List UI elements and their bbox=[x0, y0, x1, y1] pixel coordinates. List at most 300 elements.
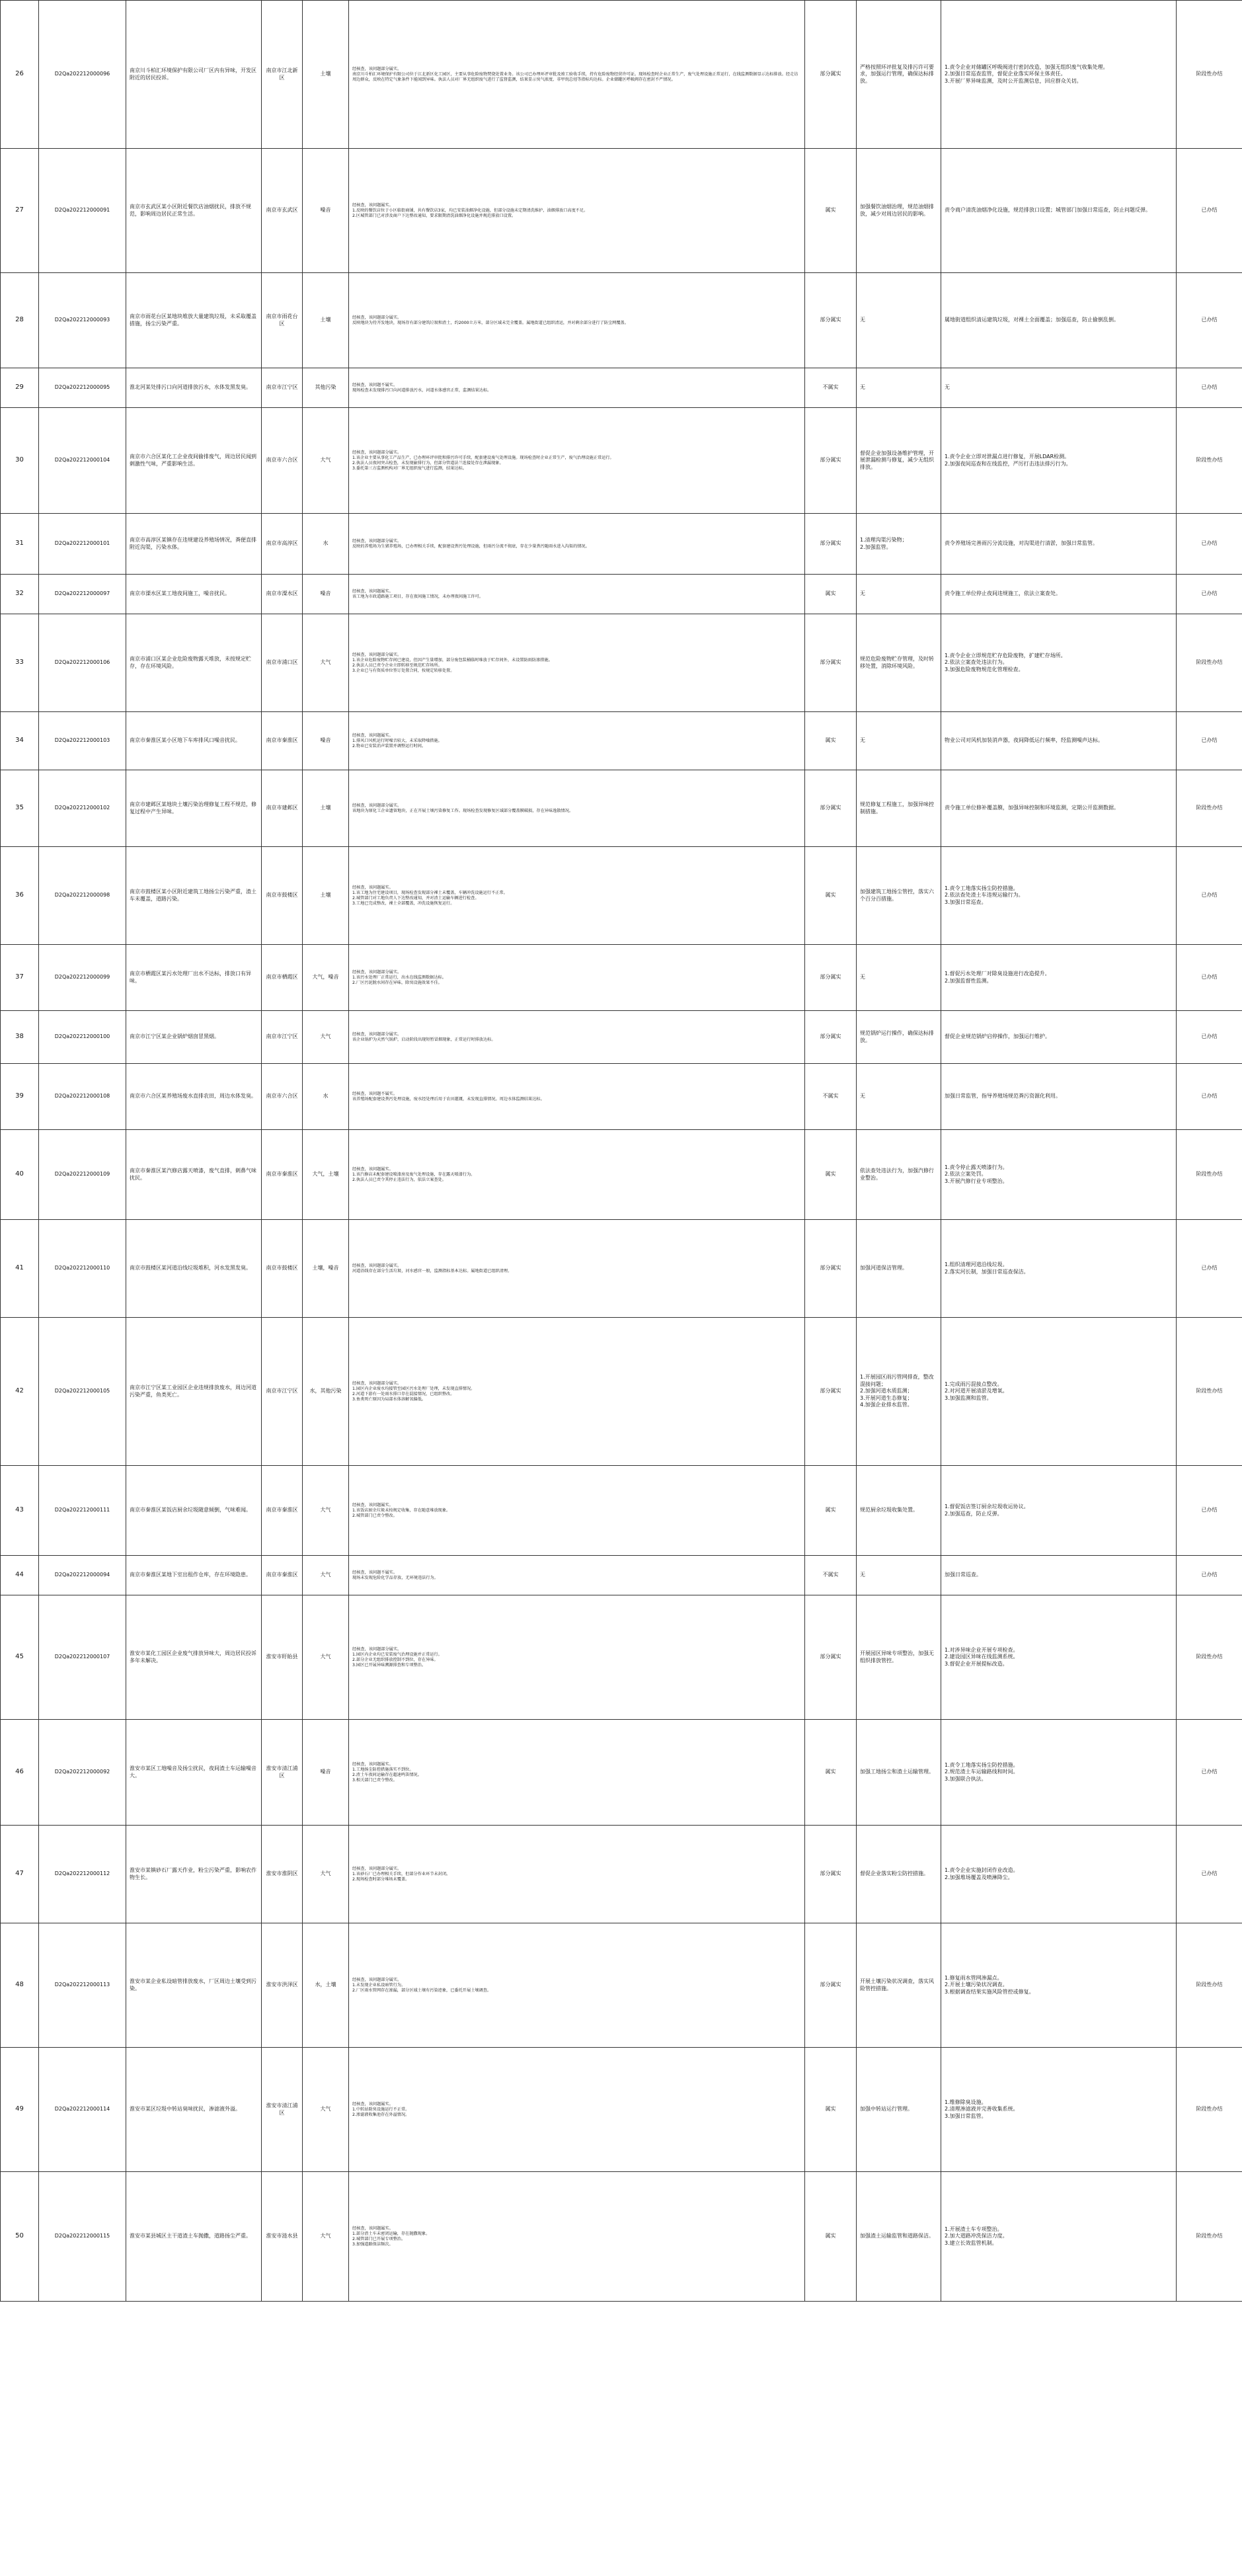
status-label bbox=[1177, 1064, 1242, 1130]
complaint-text bbox=[126, 1064, 262, 1130]
investigation-finding-value: 经核查，该问题不属实。 该养殖场配套建设粪污处理设施，废水经处理后用于农田灌溉，未发现直排情况。周边水体监测结果达标。 bbox=[352, 1091, 545, 1102]
status-label-value: 已办结 bbox=[1201, 1507, 1218, 1513]
verdict-label-value: 部分属实 bbox=[820, 659, 841, 666]
table-row bbox=[1, 847, 1242, 945]
verdict-label bbox=[805, 575, 857, 614]
status-label bbox=[1177, 614, 1242, 712]
complaint-text bbox=[126, 1, 262, 149]
complaint-text-value: 南京市江宁区某工业园区企业违规排放废水，周边河道污染严重，鱼类死亡。 bbox=[130, 1385, 256, 1398]
measures-text bbox=[857, 2048, 941, 2172]
table-row bbox=[1, 614, 1242, 712]
process-text-value: 督促企业规范锅炉启停操作，加强运行维护。 bbox=[945, 1033, 1050, 1040]
seq-number bbox=[1, 2172, 39, 2302]
investigation-finding bbox=[349, 1130, 805, 1220]
table-row bbox=[1, 2172, 1242, 2302]
status-label bbox=[1177, 1556, 1242, 1595]
measures-text-value: 规范修复工程施工，加强异味控制措施。 bbox=[860, 801, 934, 815]
complaint-text-value: 南京市六合区某化工企业夜间偷排废气，周边居民闻到刺激性气味，严重影响生活。 bbox=[130, 454, 256, 467]
verdict-label bbox=[805, 2048, 857, 2172]
measures-text-value: 无 bbox=[860, 590, 865, 597]
case-code-value: D2Qa202212000103 bbox=[54, 737, 110, 744]
seq-number bbox=[1, 1064, 39, 1130]
seq-number bbox=[1, 408, 39, 514]
table-row bbox=[1, 273, 1242, 368]
investigation-finding-value: 经核查，该问题部分属实。 反映地块为待开发地块，现场存有部分建筑垃圾和渣土，约2000立方米，部分区域未完全覆盖。属地街道已组织清运，并对剩余部分进行了防尘网覆盖。 bbox=[352, 315, 629, 325]
investigation-finding-value: 经核查，该问题部分属实。 河道沿线存在部分生活垃圾，河水感官一般，监测指标基本达标。属地街道已组织清理。 bbox=[352, 1263, 512, 1273]
table-row bbox=[1, 945, 1242, 1011]
measures-text bbox=[857, 945, 941, 1011]
measures-text-value: 规范危险废物贮存管理，及时转移处置，消除环境风险。 bbox=[860, 656, 934, 669]
seq-number bbox=[1, 149, 39, 273]
seq-number bbox=[1, 514, 39, 575]
complaint-text bbox=[126, 1923, 262, 2048]
case-code bbox=[39, 408, 126, 514]
region-name-value: 南京市鼓楼区 bbox=[266, 1265, 298, 1271]
pollution-type bbox=[303, 1826, 349, 1923]
case-code-value: D2Qa202212000110 bbox=[54, 1265, 110, 1271]
verdict-label-value: 属实 bbox=[825, 590, 836, 597]
process-text bbox=[941, 273, 1177, 368]
region-name-value: 南京市鼓楼区 bbox=[266, 892, 298, 899]
investigation-finding-value: 经核查，该问题部分属实。 反映的养殖场为生猪养殖场，已办理相关手续，配套建设粪污处理设施，但雨污分流不彻底，存在少量粪污随雨水进入沟渠的情况。 bbox=[352, 538, 590, 549]
seq-number bbox=[1, 1595, 39, 1720]
seq-number bbox=[1, 1, 39, 149]
status-label-value: 已办结 bbox=[1201, 974, 1218, 981]
table-row bbox=[1, 2048, 1242, 2172]
process-text-value: 1.责令企业立即规范贮存危险废物，扩建贮存场所。 2.依法立案查处违法行为。 3.加强危险废物规范化管理检查。 bbox=[945, 652, 1066, 672]
verdict-label bbox=[805, 712, 857, 770]
region-name bbox=[262, 575, 303, 614]
process-text-value: 1.修复雨水管网渗漏点。 2.开展土壤污染状况调查。 3.根据调查结果实施风险管控或修复。 bbox=[945, 1974, 1034, 1995]
case-code bbox=[39, 1556, 126, 1595]
process-text bbox=[941, 1220, 1177, 1318]
process-text-value: 责令施工单位停止夜间违规施工，依法立案查处。 bbox=[945, 590, 1061, 597]
process-text-value: 属地街道组织清运建筑垃圾，对裸土全面覆盖；加强巡查，防止偷倒乱倒。 bbox=[945, 317, 1119, 323]
seq-number-value: 42 bbox=[15, 1387, 24, 1395]
seq-number-value: 28 bbox=[15, 316, 24, 324]
verdict-label bbox=[805, 1011, 857, 1064]
investigation-finding-value: 经核查，该问题属实。 1.排风口风机运行时噪音较大，未采取降噪措施。 2.物业已安装消声装置并调整运行时间。 bbox=[352, 733, 442, 748]
region-name bbox=[262, 1556, 303, 1595]
process-text bbox=[941, 575, 1177, 614]
status-label-value: 已办结 bbox=[1201, 1033, 1218, 1040]
case-code bbox=[39, 1595, 126, 1720]
table-row bbox=[1, 1318, 1242, 1466]
case-code bbox=[39, 1130, 126, 1220]
complaint-text-value: 南京市秦淮区某小区地下车库排风口噪音扰民。 bbox=[130, 737, 241, 744]
status-label bbox=[1177, 847, 1242, 945]
investigation-finding bbox=[349, 408, 805, 514]
complaint-text bbox=[126, 1466, 262, 1556]
region-name-value: 南京市玄武区 bbox=[266, 207, 298, 214]
region-name-value: 南京市江宁区 bbox=[266, 1033, 298, 1040]
pollution-type-value: 噪音 bbox=[320, 1769, 331, 1775]
pollution-type-value: 大气 bbox=[320, 1572, 331, 1578]
case-code-value: D2Qa202212000100 bbox=[54, 1033, 110, 1040]
region-name-value: 南京市高淳区 bbox=[266, 540, 298, 547]
pollution-type bbox=[303, 368, 349, 408]
process-text bbox=[941, 1011, 1177, 1064]
complaint-text-value: 南京市栖霞区某污水处理厂出水不达标，排放口有异味。 bbox=[130, 971, 251, 984]
seq-number bbox=[1, 712, 39, 770]
case-code bbox=[39, 1826, 126, 1923]
investigation-finding bbox=[349, 1318, 805, 1466]
verdict-label bbox=[805, 1595, 857, 1720]
status-label bbox=[1177, 1318, 1242, 1466]
status-label bbox=[1177, 575, 1242, 614]
verdict-label bbox=[805, 368, 857, 408]
status-label-value: 已办结 bbox=[1201, 384, 1218, 391]
case-code bbox=[39, 1318, 126, 1466]
seq-number-value: 33 bbox=[15, 659, 24, 666]
process-text-value: 1.督促污水处理厂对除臭设施进行改造提升。 2.加强监督性监测。 bbox=[945, 971, 1050, 984]
investigation-finding bbox=[349, 712, 805, 770]
pollution-type-value: 其他污染 bbox=[315, 384, 336, 391]
investigation-finding bbox=[349, 273, 805, 368]
verdict-label-value: 部分属实 bbox=[820, 1654, 841, 1660]
case-code bbox=[39, 1720, 126, 1826]
case-code-value: D2Qa202212000106 bbox=[54, 659, 110, 666]
case-code-value: D2Qa202212000113 bbox=[54, 1982, 110, 1988]
measures-text-value: 无 bbox=[860, 1093, 865, 1100]
seq-number-value: 37 bbox=[15, 973, 24, 981]
seq-number-value: 34 bbox=[15, 737, 24, 745]
region-name bbox=[262, 1466, 303, 1556]
verdict-label-value: 部分属实 bbox=[820, 1388, 841, 1394]
process-text-value: 1.责令工地落实扬尘防控措施。 2.依法查处渣土车违规运输行为。 3.加强日常巡查。 bbox=[945, 885, 1024, 905]
seq-number bbox=[1, 847, 39, 945]
status-label bbox=[1177, 1923, 1242, 2048]
complaint-text-value: 淮安市某企业私设暗管排放废水，厂区周边土壤受到污染。 bbox=[130, 1978, 256, 1992]
verdict-label-value: 部分属实 bbox=[820, 1265, 841, 1271]
process-text-value: 1.责令企业实施封闭作业改造。 2.加强堆场覆盖及喷淋降尘。 bbox=[945, 1867, 1019, 1880]
process-text bbox=[941, 1, 1177, 149]
table-row bbox=[1, 770, 1242, 847]
seq-number bbox=[1, 1556, 39, 1595]
investigation-finding bbox=[349, 149, 805, 273]
process-text bbox=[941, 614, 1177, 712]
case-code bbox=[39, 1, 126, 149]
verdict-label-value: 属实 bbox=[825, 1507, 836, 1513]
complaint-text-value: 南京市建邺区某地块土壤污染治理修复工程不规范，修复过程中产生异味。 bbox=[130, 801, 256, 815]
region-name bbox=[262, 1318, 303, 1466]
complaint-text bbox=[126, 614, 262, 712]
status-label bbox=[1177, 1, 1242, 149]
table-row bbox=[1, 1826, 1242, 1923]
measures-text-value: 开展土壤污染状况调查，落实风险管控措施。 bbox=[860, 1978, 934, 1992]
process-text-value: 加强日常监管，指导养殖场规范粪污资源化利用。 bbox=[945, 1093, 1061, 1100]
table-row bbox=[1, 1130, 1242, 1220]
pollution-type bbox=[303, 2172, 349, 2302]
seq-number bbox=[1, 1220, 39, 1318]
measures-text bbox=[857, 614, 941, 712]
status-label-value: 阶段性办结 bbox=[1196, 1654, 1223, 1660]
status-label-value: 已办结 bbox=[1201, 1093, 1218, 1100]
status-label bbox=[1177, 1220, 1242, 1318]
process-text-value: 1.责令停止露天喷漆行为。 2.依法立案处罚。 3.开展汽修行业专项整治。 bbox=[945, 1164, 1008, 1184]
region-name bbox=[262, 368, 303, 408]
complaint-text-value: 南京市浦口区某企业危险废物露天堆放，未按规定贮存，存在环境风险。 bbox=[130, 656, 251, 669]
investigation-finding-value: 经核查，该问题部分属实。 该企业锅炉为天然气锅炉，启动阶段出现短暂冒烟现象，正常运行时排放达标。 bbox=[352, 1031, 496, 1042]
region-name bbox=[262, 1064, 303, 1130]
region-name bbox=[262, 770, 303, 847]
measures-text bbox=[857, 1720, 941, 1826]
region-name bbox=[262, 614, 303, 712]
process-text bbox=[941, 1720, 1177, 1826]
region-name-value: 南京市浦口区 bbox=[266, 659, 298, 666]
pollution-type-value: 大气 bbox=[320, 1033, 331, 1040]
verdict-label bbox=[805, 614, 857, 712]
measures-text-value: 加强中转站运行管理。 bbox=[860, 2106, 913, 2113]
complaint-text-value: 南京市玄武区某小区附近餐饮店油烟扰民，排放不规范，影响周边居民正常生活。 bbox=[130, 204, 251, 217]
process-text-value: 1.对涉异味企业开展专项检查。 2.建设园区异味在线监测系统。 3.督促企业开展提标改造。 bbox=[945, 1646, 1019, 1667]
verdict-label bbox=[805, 1923, 857, 2048]
verdict-label bbox=[805, 1318, 857, 1466]
seq-number bbox=[1, 2048, 39, 2172]
measures-text-value: 依法查处违法行为，加强汽修行业整治。 bbox=[860, 1168, 934, 1181]
verdict-label-value: 部分属实 bbox=[820, 974, 841, 981]
investigation-finding-value: 经核查，该问题部分属实。 南京川斗柏汇环境保护有限公司位于江北新区化工园区，主要从事危险废物焚烧处置业务。该公司已办理环评审批及竣工验收手续，持有危险废物经营许可证。现场检查时企业正常生产，废气处理设施正常运行，在线监测数据显示达标排放。经走访周边群众，反映在特定气象条件下能闻到异味。执法人员对厂界无组织废气进行了监督监测，结果显示臭气浓度、非甲烷总烃等指标均达标。企业储罐区呼吸阀存在密封不严情况。 bbox=[352, 66, 798, 82]
status-label-value: 阶段性办结 bbox=[1196, 2233, 1223, 2239]
region-name-value: 南京市秦淮区 bbox=[266, 1171, 298, 1178]
case-code-value: D2Qa202212000101 bbox=[54, 540, 110, 547]
process-text bbox=[941, 2172, 1177, 2302]
complaint-text-value: 淮安市某化工园区企业废气排放异味大，周边居民投诉多年未解决。 bbox=[130, 1650, 256, 1664]
investigation-finding bbox=[349, 1, 805, 149]
case-code-value: D2Qa202212000091 bbox=[54, 207, 110, 214]
status-label bbox=[1177, 273, 1242, 368]
process-text bbox=[941, 1466, 1177, 1556]
process-text-value: 加强日常巡查。 bbox=[945, 1572, 982, 1578]
process-text bbox=[941, 770, 1177, 847]
measures-text-value: 规范厨余垃圾收集处置。 bbox=[860, 1507, 918, 1513]
case-code-value: D2Qa202212000107 bbox=[54, 1654, 110, 1660]
pollution-type-value: 大气 bbox=[320, 457, 331, 463]
verdict-label bbox=[805, 1064, 857, 1130]
complaint-text bbox=[126, 2172, 262, 2302]
measures-text bbox=[857, 1595, 941, 1720]
status-label bbox=[1177, 1826, 1242, 1923]
verdict-label bbox=[805, 847, 857, 945]
measures-text bbox=[857, 847, 941, 945]
process-text-value: 1.维修除臭设施。 2.清理渗滤液并完善收集系统。 3.加强日常监管。 bbox=[945, 2099, 1019, 2119]
measures-text-value: 加强建筑工地扬尘管控，落实六个百分百措施。 bbox=[860, 889, 934, 902]
case-code-value: D2Qa202212000108 bbox=[54, 1093, 110, 1100]
table-row bbox=[1, 1064, 1242, 1130]
investigation-finding-value: 经核查，该问题属实。 1.反映的餐饮店位于小区临街商铺，共有餐饮店3家，均已安装油烟净化设施，但部分设施未定期清洗维护，油烟排放口高度不足。 2.区城管部门已对涉及商户下达整改通知，要求限期清洗油烟净化设施并规范排放口设置。 bbox=[352, 202, 588, 218]
seq-number bbox=[1, 770, 39, 847]
status-label-value: 已办结 bbox=[1201, 1769, 1218, 1775]
complaint-text-value: 淮安市某区工地噪音及扬尘扰民，夜间渣土车运输噪音大。 bbox=[130, 1765, 256, 1779]
pollution-type-value: 土壤 bbox=[320, 892, 331, 899]
pollution-type-value: 土壤 bbox=[320, 71, 331, 77]
complaint-text-value: 南京市秦淮区某地下室出租作仓库，存在环境隐患。 bbox=[130, 1572, 251, 1578]
complaint-text bbox=[126, 1220, 262, 1318]
region-name-value: 南京市秦淮区 bbox=[266, 1572, 298, 1578]
pollution-type-value: 水 bbox=[323, 540, 329, 547]
region-name bbox=[262, 514, 303, 575]
investigation-finding-value: 经核查，该问题部分属实。 1.该企业主要从事化工产品生产，已办理环评审批和排污许可手续，配套建设废气处理设施。现场检查时企业正常生产，废气治理设施正常运行。 2.执法人员夜间突击检查，未发现偷排行为，但部分管道法兰连接处存在泄漏现象。 3.委托第三方监测机构对厂界无组织废气进行监测，结果达标。 bbox=[352, 450, 614, 471]
pollution-type bbox=[303, 712, 349, 770]
process-text bbox=[941, 368, 1177, 408]
table-row bbox=[1, 712, 1242, 770]
process-text bbox=[941, 847, 1177, 945]
investigation-finding-value: 经核查，该问题部分属实。 1.园区内企业废水均接管至园区污水处理厂处理，未发现直排情况。 2.河道下游有一处雨水排口存在混接情况，已组织整改。 3.鱼类死亡原因为局部水体溶解氧偏低。 bbox=[352, 1381, 475, 1402]
measures-text-value: 加强渣土运输监管和道路保洁。 bbox=[860, 2233, 934, 2239]
measures-text bbox=[857, 1220, 941, 1318]
measures-text-value: 加强河道保洁管理。 bbox=[860, 1265, 908, 1271]
case-code-value: D2Qa202212000094 bbox=[54, 1572, 110, 1578]
seq-number bbox=[1, 368, 39, 408]
complaint-text-value: 南京市秦淮区某饭店厨余垃圾随意倾倒，气味难闻。 bbox=[130, 1507, 251, 1513]
pollution-type bbox=[303, 1466, 349, 1556]
status-label-value: 阶段性办结 bbox=[1196, 71, 1223, 77]
pollution-type bbox=[303, 1556, 349, 1595]
pollution-type-value: 土壤 bbox=[320, 805, 331, 811]
verdict-label-value: 属实 bbox=[825, 737, 836, 744]
pollution-type bbox=[303, 1, 349, 149]
seq-number-value: 29 bbox=[15, 383, 24, 391]
measures-text bbox=[857, 1011, 941, 1064]
status-label-value: 已办结 bbox=[1201, 892, 1218, 899]
complaint-text bbox=[126, 1720, 262, 1826]
complaint-text-value: 南京市江宁区某企业锅炉烟囱冒黑烟。 bbox=[130, 1033, 219, 1040]
region-name-value: 南京市六合区 bbox=[266, 1093, 298, 1100]
status-label-value: 已办结 bbox=[1201, 1572, 1218, 1578]
verdict-label-value: 部分属实 bbox=[820, 1871, 841, 1877]
measures-text-value: 加强餐饮油烟治理，规范油烟排放，减少对周边居民的影响。 bbox=[860, 204, 934, 217]
process-text bbox=[941, 514, 1177, 575]
table-row bbox=[1, 575, 1242, 614]
verdict-label bbox=[805, 149, 857, 273]
measures-text bbox=[857, 1923, 941, 2048]
table-row bbox=[1, 1595, 1242, 1720]
region-name-value: 南京市江宁区 bbox=[266, 384, 298, 391]
pollution-type bbox=[303, 575, 349, 614]
pollution-type-value: 噪音 bbox=[320, 590, 331, 597]
case-code bbox=[39, 149, 126, 273]
case-code-value: D2Qa202212000099 bbox=[54, 974, 110, 981]
investigation-finding bbox=[349, 614, 805, 712]
pollution-type bbox=[303, 2048, 349, 2172]
verdict-label bbox=[805, 2172, 857, 2302]
process-text-value: 责令施工单位修补覆盖膜，加强异味控制和环境监测，定期公开监测数据。 bbox=[945, 805, 1119, 811]
measures-text-value: 无 bbox=[860, 974, 865, 981]
pollution-type bbox=[303, 847, 349, 945]
complaint-text bbox=[126, 847, 262, 945]
complaint-text-value: 淮安市某区垃圾中转站臭味扰民，渗滤液外溢。 bbox=[130, 2106, 241, 2113]
pollution-type-value: 大气 bbox=[320, 1871, 331, 1877]
status-label-value: 阶段性办结 bbox=[1196, 2106, 1223, 2113]
complaint-text bbox=[126, 712, 262, 770]
pollution-type bbox=[303, 1318, 349, 1466]
status-label bbox=[1177, 945, 1242, 1011]
complaint-text bbox=[126, 273, 262, 368]
investigation-finding-value: 经核查，该问题属实。 1.该饭店厨余垃圾未按规定收集，存在随意堆放现象。 2.城管部门已责令整改。 bbox=[352, 1502, 451, 1518]
complaint-text-value: 南京市鼓楼区某河道沿线垃圾堆积，河水发黑发臭。 bbox=[130, 1265, 251, 1271]
region-name bbox=[262, 712, 303, 770]
complaint-text-value: 淮安市某镇砂石厂露天作业，粉尘污染严重，影响农作物生长。 bbox=[130, 1867, 256, 1880]
table-row bbox=[1, 1011, 1242, 1064]
status-label-value: 已办结 bbox=[1201, 317, 1218, 323]
verdict-label bbox=[805, 1466, 857, 1556]
case-code-value: D2Qa202212000112 bbox=[54, 1871, 110, 1877]
process-text bbox=[941, 408, 1177, 514]
table-row bbox=[1, 1220, 1242, 1318]
process-text bbox=[941, 1826, 1177, 1923]
verdict-label-value: 属实 bbox=[825, 207, 836, 214]
status-label bbox=[1177, 514, 1242, 575]
pollution-type-value: 水，土壤 bbox=[315, 1982, 336, 1988]
investigation-finding bbox=[349, 770, 805, 847]
pollution-type-value: 大气，噪音 bbox=[312, 974, 339, 981]
investigation-finding-value: 经核查，该问题属实。 1.中转站除臭设施运行不正常。 2.渗滤液收集池存在外溢情况。 bbox=[352, 2101, 410, 2117]
measures-text bbox=[857, 1130, 941, 1220]
investigation-finding bbox=[349, 2048, 805, 2172]
seq-number-value: 39 bbox=[15, 1092, 24, 1100]
seq-number-value: 31 bbox=[15, 540, 24, 547]
complaint-text bbox=[126, 1318, 262, 1466]
process-text bbox=[941, 1556, 1177, 1595]
table-row bbox=[1, 408, 1242, 514]
seq-number-value: 47 bbox=[15, 1870, 24, 1878]
status-label-value: 已办结 bbox=[1201, 540, 1218, 547]
verdict-label-value: 部分属实 bbox=[820, 540, 841, 547]
pollution-type-value: 大气，土壤 bbox=[312, 1171, 339, 1178]
investigation-finding-value: 经核查，该问题部分属实。 1.该污水处理厂正常运行，出水在线监测数据达标。 2.厂区污泥脱水间存在异味，除臭设施效果不佳。 bbox=[352, 969, 447, 985]
complaint-text-value: 南京市高淳区某镇存在违规建设养殖场情况，粪便直排附近沟渠，污染水体。 bbox=[130, 537, 256, 550]
seq-number bbox=[1, 1318, 39, 1466]
verdict-label bbox=[805, 1220, 857, 1318]
measures-text bbox=[857, 368, 941, 408]
investigation-finding bbox=[349, 2172, 805, 2302]
investigation-finding bbox=[349, 1466, 805, 1556]
measures-text-value: 1.清理沟渠污染物； 2.加强监管。 bbox=[860, 537, 908, 550]
investigation-finding bbox=[349, 1826, 805, 1923]
region-name-value: 南京市栖霞区 bbox=[266, 974, 298, 981]
seq-number bbox=[1, 273, 39, 368]
seq-number bbox=[1, 575, 39, 614]
process-text bbox=[941, 1064, 1177, 1130]
measures-text-value: 无 bbox=[860, 317, 865, 323]
pollution-type-value: 水，其他污染 bbox=[309, 1388, 342, 1394]
complaint-text bbox=[126, 945, 262, 1011]
measures-text bbox=[857, 408, 941, 514]
case-code-value: D2Qa202212000092 bbox=[54, 1769, 110, 1775]
process-text-value: 物业公司对风机加装消声器，夜间降低运行频率，经监测噪声达标。 bbox=[945, 737, 1103, 744]
measures-text-value: 开展园区异味专项整治，加强无组织排放管控。 bbox=[860, 1650, 934, 1664]
table-row bbox=[1, 1, 1242, 149]
process-text-value: 无 bbox=[945, 384, 950, 391]
seq-number bbox=[1, 614, 39, 712]
case-code bbox=[39, 614, 126, 712]
case-code bbox=[39, 273, 126, 368]
measures-text bbox=[857, 712, 941, 770]
seq-number-value: 41 bbox=[15, 1264, 24, 1272]
status-label-value: 已办结 bbox=[1201, 1265, 1218, 1271]
case-code-value: D2Qa202212000093 bbox=[54, 317, 110, 323]
investigation-finding bbox=[349, 847, 805, 945]
verdict-label bbox=[805, 1720, 857, 1826]
complaint-text-value: 南京川斗柏汇环境保护有限公司厂区内有异味，开发区附近的居民投诉。 bbox=[130, 67, 256, 81]
case-code-value: D2Qa202212000095 bbox=[54, 384, 110, 391]
complaint-text bbox=[126, 770, 262, 847]
measures-text-value: 加强工地扬尘和渣土运输管理。 bbox=[860, 1769, 934, 1775]
complaint-text bbox=[126, 1595, 262, 1720]
status-label-value: 阶段性办结 bbox=[1196, 1982, 1223, 1988]
measures-text bbox=[857, 273, 941, 368]
seq-number-value: 36 bbox=[15, 891, 24, 899]
